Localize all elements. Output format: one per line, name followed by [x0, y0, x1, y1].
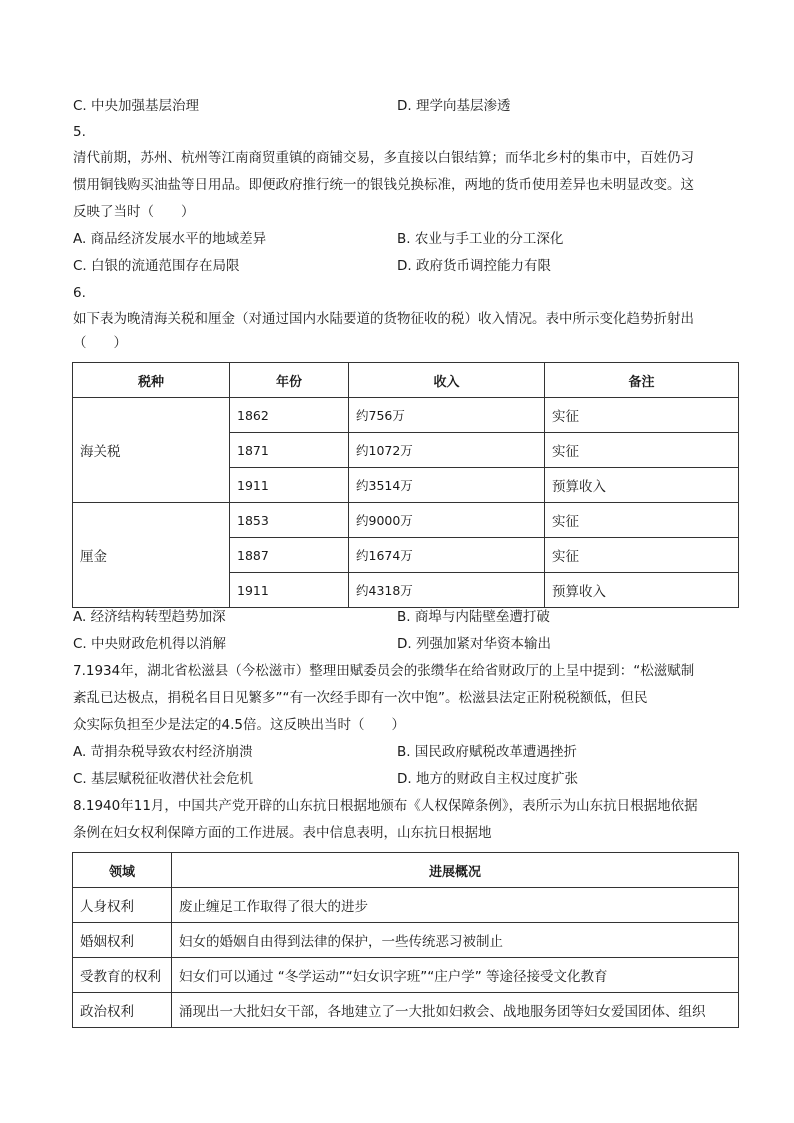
income-cell: 约4318万 [349, 573, 545, 608]
q7-option-a[interactable]: A. 苛捐杂税导致农村经济崩溃 [73, 744, 253, 760]
tax-group-lijin: 厘金 [73, 503, 230, 608]
q5-stem-line-2: 惯用铜钱购买油盐等日用品。即便政府推行统一的银钱兑换标准，两地的货币使用差异也未明显改变。这 [73, 177, 694, 193]
q7-stem-line-3: 众实际负担至少是法定的4.5倍。这反映出当时（ ） [73, 717, 405, 733]
q7-options-row-cd [73, 770, 733, 788]
q7-options-row-ab [73, 743, 733, 761]
q4-option-c[interactable]: C. 中央加强基层治理 [73, 98, 200, 114]
q6-options-row-ab [73, 608, 733, 626]
progress-cell: 涌现出一大批妇女干部，各地建立了一大批如妇救会、战地服务团等妇女爱国团体、组织 [172, 993, 739, 1028]
q6-options-row-cd [73, 635, 733, 653]
year-cell: 1871 [230, 433, 349, 468]
table-row [73, 398, 739, 433]
table-header-row [73, 853, 739, 888]
income-cell: 约756万 [349, 398, 545, 433]
note-cell: 实征 [545, 503, 739, 538]
note-cell: 预算收入 [545, 573, 739, 608]
note-cell: 实征 [545, 398, 739, 433]
header-tax-type: 税种 [73, 363, 230, 398]
header-note: 备注 [545, 363, 739, 398]
year-cell: 1911 [230, 573, 349, 608]
q4-option-d[interactable]: D. 理学向基层渗透 [397, 98, 511, 114]
header-year: 年份 [230, 363, 349, 398]
womens-rights-table [72, 852, 739, 1028]
note-cell: 预算收入 [545, 468, 739, 503]
note-cell: 实征 [545, 433, 739, 468]
q6-number: 6. [73, 285, 86, 301]
q5-options-row-ab [73, 230, 733, 248]
q5-option-d[interactable]: D. 政府货币调控能力有限 [397, 258, 551, 274]
q6-option-a[interactable]: A. 经济结构转型趋势加深 [73, 609, 226, 625]
income-cell: 约9000万 [349, 503, 545, 538]
income-cell: 约3514万 [349, 468, 545, 503]
q8-stem-line-2: 条例在妇女权利保障方面的工作进展。表中信息表明，山东抗日根据地 [73, 825, 492, 841]
q6-option-d[interactable]: D. 列强加紧对华资本输出 [397, 636, 551, 652]
q7-option-d[interactable]: D. 地方的财政自主权过度扩张 [397, 771, 578, 787]
q6-stem-line-2: （ ） [73, 335, 127, 351]
header-income: 收入 [349, 363, 545, 398]
field-cell: 人身权利 [73, 888, 172, 923]
q5-options-row-cd [73, 257, 733, 275]
income-cell: 约1072万 [349, 433, 545, 468]
q5-option-b[interactable]: B. 农业与手工业的分工深化 [397, 231, 564, 247]
q5-option-a[interactable]: A. 商品经济发展水平的地域差异 [73, 231, 267, 247]
year-cell: 1911 [230, 468, 349, 503]
progress-cell: 妇女们可以通过 “冬学运动”“妇女识字班”“庄户学” 等途径接受文化教育 [172, 958, 739, 993]
tax-group-customs: 海关税 [73, 398, 230, 503]
progress-cell: 废止缠足工作取得了很大的进步 [172, 888, 739, 923]
q6-option-b[interactable]: B. 商埠与内陆壁垒遭打破 [397, 609, 550, 625]
q5-number: 5. [73, 124, 86, 140]
q7-stem-line-2: 紊乱已达极点，捐税名目日见繁多”“有一次经手即有一次中饱”。松滋县法定正附税税额低，但民 [73, 690, 648, 706]
table-row [73, 993, 739, 1028]
field-cell: 政治权利 [73, 993, 172, 1028]
q7-option-c[interactable]: C. 基层赋税征收潜伏社会危机 [73, 771, 254, 787]
table-header-row [73, 363, 739, 398]
q5-stem-line-3: 反映了当时（ ） [73, 204, 195, 220]
tax-revenue-table [72, 362, 739, 608]
q8-stem-line-1: 8.1940年11月，中国共产党开辟的山东抗日根据地颁布《人权保障条例》，表所示为山东抗日根据地依据 [73, 798, 698, 814]
year-cell: 1862 [230, 398, 349, 433]
q5-option-c[interactable]: C. 白银的流通范围存在局限 [73, 258, 240, 274]
table-row [73, 923, 739, 958]
q4-options-row-cd [73, 97, 733, 115]
field-cell: 婚姻权利 [73, 923, 172, 958]
q6-stem-line-1: 如下表为晚清海关税和厘金（对通过国内水陆要道的货物征收的税）收入情况。表中所示变化趋势折射出 [73, 311, 694, 327]
header-field: 领域 [73, 853, 172, 888]
field-cell: 受教育的权利 [73, 958, 172, 993]
table-row [73, 503, 739, 538]
progress-cell: 妇女的婚姻自由得到法律的保护，一些传统恶习被制止 [172, 923, 739, 958]
year-cell: 1887 [230, 538, 349, 573]
q7-option-b[interactable]: B. 国民政府赋税改革遭遇挫折 [397, 744, 577, 760]
table-row [73, 888, 739, 923]
header-progress: 进展概况 [172, 853, 739, 888]
q7-stem-line-1: 7.1934年，湖北省松滋县（今松滋市）整理田赋委员会的张缵华在给省财政厅的上呈中提到：“松滋赋制 [73, 663, 695, 679]
year-cell: 1853 [230, 503, 349, 538]
income-cell: 约1674万 [349, 538, 545, 573]
note-cell: 实征 [545, 538, 739, 573]
q5-stem-line-1: 清代前期，苏州、杭州等江南商贸重镇的商铺交易，多直接以白银结算；而华北乡村的集市中，百姓仍习 [73, 150, 694, 166]
table-row [73, 958, 739, 993]
q6-option-c[interactable]: C. 中央财政危机得以消解 [73, 636, 227, 652]
